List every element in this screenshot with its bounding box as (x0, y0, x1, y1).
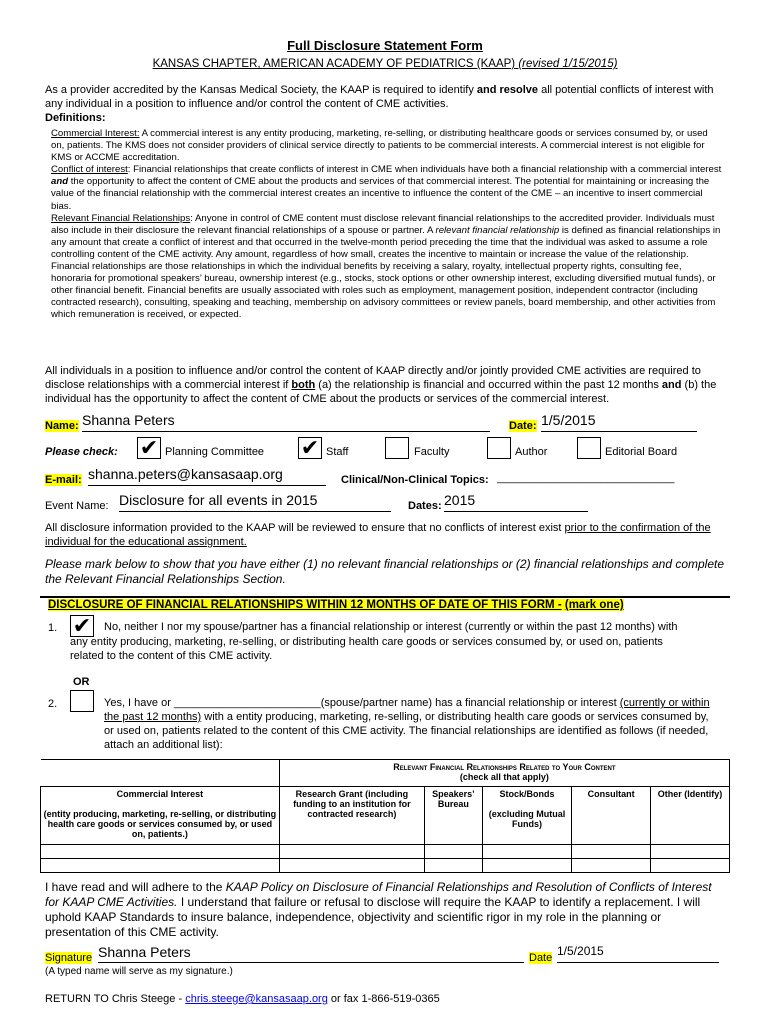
table-cell[interactable] (482, 859, 571, 873)
table-header-text: Relevant Financial Relationships Related to Your Content (393, 762, 616, 772)
email-field[interactable]: shanna.peters@kansasaap.org (88, 466, 326, 486)
please-mark-paragraph: Please mark below to show that you have either (1) no relevant financial relationships or (2) financial relationships and complete the Relevant Financial Relationships Section. (45, 557, 725, 586)
table-cell[interactable] (424, 845, 482, 859)
all-individuals-both: both (291, 379, 316, 391)
planning-committee-checkbox[interactable]: ✔ (137, 437, 161, 459)
table-header (279, 760, 729, 787)
intro-bold: and resolve (476, 84, 539, 96)
table-cell[interactable] (651, 845, 730, 859)
item2-number: 2. (48, 698, 58, 710)
commercial-text: A commercial interest is any entity producing, marketing, re-selling, or distributing healthcare goods or services consumed by, or used on, patients. The KMS does not consider providers of clinical service directly to patients to be commercial interests. A commercial interest is not eligible for KMS or ACCME accreditation. (51, 128, 708, 164)
signature-date-label-text: Date (529, 952, 553, 964)
editorial-board-checkbox[interactable] (577, 437, 601, 459)
yes-relationship-checkbox[interactable] (70, 690, 94, 712)
intro-text-a: As a provider accredited by the Kansas Medical Society, the KAAP is required to identify (45, 84, 474, 96)
table-blank-header (41, 760, 280, 787)
item2-text-a: Yes, I have or ________________________(spouse/partner name) has a financial relationship or interest (104, 697, 617, 709)
return-email-link[interactable]: chris.steege@kansasaap.org (185, 993, 328, 1005)
please-check-label: Please check: (45, 446, 118, 458)
closing-text-b: I understand that failure or refusal to disclose will require the KAAP to identify a replacement. I will uphold KAAP Standards to insure balance, independence, objectivity and scientific rigor in my role in the planning or presentation of this CME activity. (45, 895, 701, 939)
date-label-text: Date: (509, 420, 537, 432)
faculty-label: Faculty (414, 446, 450, 458)
event-name-field[interactable]: Disclosure for all events in 2015 (119, 492, 391, 512)
table-cell[interactable] (279, 845, 424, 859)
item2-underlined: (currently or within the past 12 months) (104, 697, 710, 723)
author-label: Author (515, 446, 548, 458)
editorial-board-label: Editorial Board (605, 446, 678, 458)
relevant-italic: relevant financial relationship (435, 224, 560, 236)
intro-text-b: all potential conflicts of interest with any individual in a position to influence and/or control the content of CME activities. (45, 84, 714, 110)
all-individuals-text-c: (b) the individual has the opportunity to affect the content of CME about the products or services of the commercial interest. (45, 379, 717, 405)
date-field[interactable]: 1/5/2015 (541, 412, 697, 432)
conflict-text-b: the opportunity to affect the content of CME about the products and services of that commercial interest. The potential for maintaining or increasing the value of the financial relationship with the commercial interest creates an incentive to influence the content of the CME – an incentive to insert commercial bias. (51, 176, 710, 212)
table-row (41, 845, 730, 859)
signature-label-text: Signature (45, 952, 93, 964)
table-cell[interactable] (572, 845, 651, 859)
relationships-table (40, 759, 730, 873)
item1-text: No, neither I nor my spouse/partner has a financial relationship or interest (currently or within the past 12 months) with any entity producing, marketing, re-selling, or distributing health care goods or services consumed by, or used on, patients related to the content of this CME activity. (70, 621, 678, 662)
author-checkbox[interactable] (487, 437, 511, 459)
col1-sub: (entity producing, marketing, re-selling, or distributing health care goods or services consumed by, or used on, patients.) (43, 809, 277, 839)
faculty-checkbox[interactable] (385, 437, 409, 459)
col-speakers-bureau: Speakers’ Bureau (424, 787, 482, 845)
disclosure-heading (48, 599, 624, 611)
signature-date-label (529, 952, 552, 964)
review-paragraph (45, 521, 725, 549)
email-label-text: E-mail: (45, 474, 82, 486)
name-label (45, 420, 79, 432)
table-cell[interactable] (424, 859, 482, 873)
col4-sub: (excluding Mutual Funds) (488, 809, 566, 829)
relevant-text-b: is defined as financial relationships in any amount that create a conflict of interest and that occurred in the twelve-month period preceding the time that the individual was asked to assume a role controlling content of the CME activity. Any amount, regardless of how small, creates the incentive to maintain or increase the value of the relationship. Financial relationships are those relationships in which the individual benefits by receiving a salary, royalty, intellectual property rights, consulting fee, honoraria for promotional speakers’ bureau, ownership interest (e.g., stocks, stock options or other ownership interest, excluding diversified mutual funds), or other financial benefit. Financial benefits are usually associated with roles such as employment, management position, independent contractor (including contracted research), consulting, speaking and teaching, membership on advisory committees or review panels, board membership, and other activities from which remuneration is received, or expected. (51, 224, 721, 321)
relevant-term: Relevant Financial Relationships (51, 212, 191, 224)
staff-checkbox[interactable]: ✔ (298, 437, 322, 459)
or-label: OR (73, 676, 90, 688)
planning-committee-label: Planning Committee (165, 446, 265, 458)
col4-title: Stock/Bonds (499, 789, 555, 799)
email-label (45, 474, 82, 486)
item1-number: 1. (48, 622, 58, 634)
table-header-sub: (check all that apply) (459, 772, 549, 782)
name-label-text: Name: (45, 420, 79, 432)
table-cell[interactable] (572, 859, 651, 873)
review-text-a: All disclosure information provided to the KAAP will be reviewed to ensure that no conflicts of interest exist (45, 522, 562, 534)
subtitle-revision: (revised 1/15/2015) (518, 58, 618, 70)
signature-label (45, 952, 92, 964)
item2-text-b: with a entity producing, marketing, re-selling, or distributing health care goods or services consumed by, or used on, patients related to the content of this CME activity. The financial relationships are identified as follows (if needed, attach an additional list): (104, 711, 709, 751)
col1-title: Commercial Interest (116, 789, 204, 799)
table-cell[interactable] (651, 859, 730, 873)
typed-note: (A typed name will serve as my signature.) (45, 966, 233, 977)
signature-field[interactable]: Shanna Peters (98, 944, 524, 963)
subtitle-main: KANSAS CHAPTER, AMERICAN ACADEMY OF PEDIATRICS (KAAP) (152, 58, 516, 70)
table-cell[interactable] (279, 859, 424, 873)
closing-text-a: I have read and will adhere to the (45, 880, 223, 894)
all-individuals-text-b: (a) the relationship is financial and occurred within the past 12 months (318, 379, 659, 391)
name-field[interactable]: Shanna Peters (82, 412, 490, 432)
intro-paragraph (45, 83, 725, 125)
dates-field[interactable]: 2015 (444, 492, 588, 512)
event-name-label: Event Name: (45, 500, 109, 512)
closing-paragraph (45, 880, 725, 940)
conflict-and: and (51, 176, 69, 188)
conflict-text-a: : Financial relationships that create conflicts of interest in CME when individuals have both a financial relationship with a commercial interest (127, 164, 722, 176)
definitions-label: Definitions: (45, 112, 106, 124)
signature-date-field[interactable]: 1/5/2015 (557, 944, 719, 963)
staff-label: Staff (326, 446, 349, 458)
col-stock-bonds (482, 787, 571, 845)
item2-text (104, 696, 716, 752)
return-text-a: RETURN TO Chris Steege - (45, 993, 183, 1005)
definitions (51, 128, 723, 322)
all-individuals-paragraph (45, 364, 725, 406)
table-cell[interactable] (41, 859, 280, 873)
date-label (509, 420, 537, 432)
col-consultant: Consultant (572, 787, 651, 845)
table-cell[interactable] (482, 845, 571, 859)
all-individuals-and: and (661, 379, 682, 391)
col-research-grant: Research Grant (including funding to an institution for contracted research) (279, 787, 424, 845)
page-title: Full Disclosure Statement Form (287, 38, 483, 53)
conflict-term: Conflict of interest (51, 164, 128, 176)
all-individuals-text-a: All individuals in a position to influence and/or control the content of KAAP directly and/or jointly provided CME activities are required to disclose relationships with a commercial interest if (45, 365, 701, 391)
col-other: Other (Identify) (651, 787, 730, 845)
return-text-b: or fax 1-866-519-0365 (330, 993, 440, 1005)
col-commercial-interest (41, 787, 280, 845)
table-cell[interactable] (41, 845, 280, 859)
no-relationship-checkbox[interactable]: ✔ (70, 615, 94, 637)
relevant-text-a: : Anyone in control of CME content must disclose relevant financial relationships to the accredited provider. Individuals must also include in their disclosure the relevant financial relationships of a spouse or partner. A (51, 212, 715, 236)
commercial-term: Commercial Interest: (51, 128, 140, 139)
page-subtitle (0, 58, 770, 70)
disclosure-heading-text: DISCLOSURE OF FINANCIAL RELATIONSHIPS WITHIN 12 MONTHS OF DATE OF THIS FORM - (48, 599, 562, 611)
return-line (45, 993, 440, 1005)
review-text-u: prior to the confirmation of the individual for the educational assignment. (45, 522, 711, 548)
topics-field[interactable]: _____________________________ (497, 472, 675, 484)
table-row (41, 859, 730, 873)
mark-one-text: (mark one) (564, 599, 624, 611)
topics-label: Clinical/Non-Clinical Topics: (341, 474, 489, 486)
closing-italic: KAAP Policy on Disclosure of Financial Relationships and Resolution of Conflicts of Interest for KAAP CME Activities. (45, 880, 712, 909)
dates-label: Dates: (408, 500, 442, 512)
